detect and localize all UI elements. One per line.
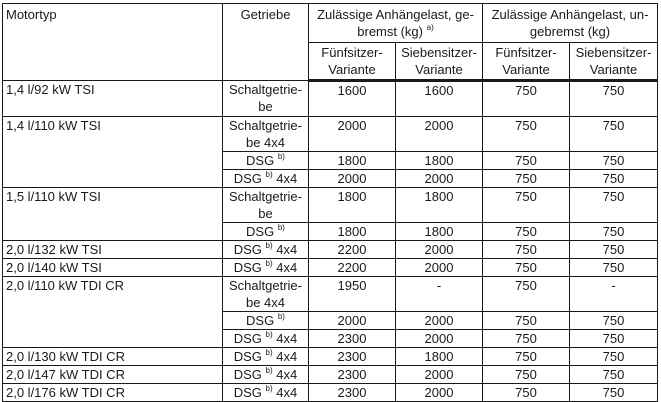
cell-unbraked-5: 750 [483, 330, 570, 348]
cell-getriebe [223, 312, 309, 330]
getriebe-text: DSG [246, 313, 275, 328]
cell-getriebe [223, 384, 309, 402]
cell-braked-7: 2000 [396, 312, 483, 330]
cell-getriebe [223, 152, 309, 170]
getriebe-text: DSG [246, 153, 275, 168]
cell-unbraked-5: 750 [483, 366, 570, 384]
header-braked-seven-seater [396, 43, 483, 81]
header-getriebe: Getriebe [223, 4, 309, 81]
header-sub-line1: Fünfsitzer- [495, 45, 557, 60]
table-row [3, 117, 658, 152]
getriebe-text: DSG [233, 171, 262, 186]
cell-braked-5: 2300 [309, 330, 396, 348]
cell-getriebe [223, 188, 309, 223]
cell-braked-7: 2000 [396, 384, 483, 402]
header-unbraked-line2: gebremst (kg) [529, 24, 611, 39]
footnote-b-marker: b) [265, 348, 273, 357]
cell-braked-7: 2000 [396, 366, 483, 384]
getriebe-text-suffix: be 4x4 [245, 295, 286, 310]
cell-getriebe [223, 81, 309, 117]
cell-unbraked-5: 750 [483, 152, 570, 170]
towing-capacity-table [2, 3, 658, 402]
header-sub-line2: Variante [328, 62, 376, 77]
getriebe-text-suffix: 4x4 [276, 260, 298, 275]
table-row [3, 241, 658, 259]
towing-capacity-table-container [2, 3, 658, 402]
cell-braked-7: 2000 [396, 330, 483, 348]
cell-getriebe [223, 277, 309, 312]
header-braked-line2: bremst (kg) [357, 24, 423, 39]
table-row [3, 277, 658, 312]
cell-motor: 1,5 l/110 kW TSI [3, 188, 223, 241]
header-sub-line1: Fünfsitzer- [321, 45, 383, 60]
cell-unbraked-5: 750 [483, 384, 570, 402]
cell-braked-5: 1600 [309, 81, 396, 117]
cell-unbraked-7: - [570, 277, 658, 312]
footnote-b-marker: b) [277, 223, 285, 232]
getriebe-text: DSG [233, 385, 262, 400]
footnote-b-marker: b) [277, 152, 285, 161]
header-unbraked-load [483, 4, 658, 43]
cell-braked-7: 2000 [396, 241, 483, 259]
header-braked-load [309, 4, 483, 43]
cell-braked-5: 2000 [309, 170, 396, 188]
header-sub-line1: Siebensitzer- [401, 45, 477, 60]
cell-unbraked-5: 750 [483, 81, 570, 117]
header-sub-line1: Siebensitzer- [575, 45, 652, 60]
cell-braked-7: 1800 [396, 348, 483, 366]
footnote-b-marker: b) [265, 170, 273, 179]
header-sub-line2: Variante [415, 62, 463, 77]
cell-braked-5: 1800 [309, 152, 396, 170]
cell-unbraked-5: 750 [483, 259, 570, 277]
cell-unbraked-7: 750 [570, 188, 658, 223]
cell-getriebe [223, 330, 309, 348]
getriebe-text: DSG [233, 331, 262, 346]
cell-getriebe [223, 223, 309, 241]
cell-unbraked-7: 750 [570, 117, 658, 152]
cell-unbraked-5: 750 [483, 223, 570, 241]
getriebe-text: DSG [233, 242, 262, 257]
getriebe-text: DSG [233, 367, 262, 382]
header-unbraked-five-seater [483, 43, 570, 81]
cell-braked-5: 2300 [309, 366, 396, 384]
getriebe-text: Schaltgetrie- [229, 278, 302, 293]
cell-braked-7: 1800 [396, 188, 483, 223]
cell-braked-5: 2000 [309, 312, 396, 330]
table-row [3, 366, 658, 384]
cell-motor: 2,0 l/176 kW TDI CR [3, 384, 223, 402]
header-braked-five-seater [309, 43, 396, 81]
cell-getriebe [223, 241, 309, 259]
getriebe-text-suffix: be [258, 206, 273, 221]
cell-braked-7: 1800 [396, 152, 483, 170]
cell-unbraked-7: 750 [570, 241, 658, 259]
getriebe-text-suffix: 4x4 [276, 385, 298, 400]
cell-unbraked-5: 750 [483, 277, 570, 312]
cell-unbraked-5: 750 [483, 348, 570, 366]
cell-unbraked-7: 750 [570, 348, 658, 366]
cell-getriebe [223, 366, 309, 384]
cell-unbraked-7: 750 [570, 81, 658, 117]
getriebe-text-suffix: be 4x4 [245, 135, 286, 150]
cell-motor: 2,0 l/132 kW TSI [3, 241, 223, 259]
getriebe-text-suffix: 4x4 [276, 331, 298, 346]
cell-unbraked-5: 750 [483, 170, 570, 188]
table-row [3, 188, 658, 223]
cell-braked-5: 2200 [309, 259, 396, 277]
cell-unbraked-7: 750 [570, 366, 658, 384]
cell-braked-5: 2200 [309, 241, 396, 259]
cell-unbraked-7: 750 [570, 312, 658, 330]
cell-unbraked-7: 750 [570, 223, 658, 241]
getriebe-text: DSG [233, 349, 262, 364]
cell-unbraked-7: 750 [570, 330, 658, 348]
cell-braked-5: 2000 [309, 117, 396, 152]
getriebe-text-suffix: 4x4 [276, 349, 298, 364]
getriebe-text: DSG [246, 224, 275, 239]
header-sub-line2: Variante [589, 62, 638, 77]
cell-braked-7: 1600 [396, 81, 483, 117]
footnote-b-marker: b) [265, 366, 273, 375]
footnote-b-marker: b) [265, 384, 273, 393]
getriebe-text: Schaltgetrie- [229, 189, 302, 204]
footnote-b-marker: b) [265, 330, 273, 339]
cell-unbraked-5: 750 [483, 188, 570, 223]
cell-motor: 2,0 l/130 kW TDI CR [3, 348, 223, 366]
cell-braked-5: 2300 [309, 348, 396, 366]
cell-braked-5: 1950 [309, 277, 396, 312]
cell-braked-5: 1800 [309, 188, 396, 223]
cell-getriebe [223, 259, 309, 277]
header-unbraked-line1: Zulässige Anhängelast, un- [491, 7, 649, 22]
cell-unbraked-5: 750 [483, 117, 570, 152]
header-row-main [3, 4, 658, 43]
header-braked-line1: Zulässige Anhängelast, ge- [317, 7, 474, 22]
cell-getriebe [223, 348, 309, 366]
cell-unbraked-5: 750 [483, 241, 570, 259]
footnote-b-marker: b) [277, 312, 285, 321]
table-row [3, 384, 658, 402]
footnote-a-marker: a) [426, 23, 434, 32]
cell-braked-5: 1800 [309, 223, 396, 241]
cell-unbraked-7: 750 [570, 170, 658, 188]
cell-braked-7: - [396, 277, 483, 312]
getriebe-text-suffix: 4x4 [276, 242, 298, 257]
header-sub-line2: Variante [502, 62, 550, 77]
header-unbraked-seven-seater [570, 43, 658, 81]
cell-braked-7: 2000 [396, 117, 483, 152]
getriebe-text: DSG [233, 260, 262, 275]
cell-unbraked-7: 750 [570, 384, 658, 402]
cell-getriebe [223, 170, 309, 188]
getriebe-text-suffix: be [258, 99, 273, 114]
footnote-b-marker: b) [265, 241, 273, 250]
getriebe-text-suffix: 4x4 [276, 171, 298, 186]
table-row [3, 259, 658, 277]
footnote-b-marker: b) [265, 259, 273, 268]
cell-motor: 2,0 l/110 kW TDI CR [3, 277, 223, 348]
cell-braked-7: 1800 [396, 223, 483, 241]
getriebe-text: Schaltgetrie- [229, 82, 302, 97]
cell-motor: 1,4 l/92 kW TSI [3, 81, 223, 117]
cell-motor: 2,0 l/147 kW TDI CR [3, 366, 223, 384]
cell-motor: 2,0 l/140 kW TSI [3, 259, 223, 277]
cell-getriebe [223, 117, 309, 152]
table-row [3, 348, 658, 366]
getriebe-text-suffix: 4x4 [276, 367, 298, 382]
cell-braked-7: 2000 [396, 259, 483, 277]
cell-braked-5: 2300 [309, 384, 396, 402]
cell-braked-7: 2000 [396, 170, 483, 188]
header-motortyp: Motortyp [3, 4, 223, 81]
cell-unbraked-7: 750 [570, 259, 658, 277]
cell-unbraked-7: 750 [570, 152, 658, 170]
cell-unbraked-5: 750 [483, 312, 570, 330]
table-row [3, 81, 658, 117]
cell-motor: 1,4 l/110 kW TSI [3, 117, 223, 188]
getriebe-text: Schaltgetrie- [229, 118, 302, 133]
